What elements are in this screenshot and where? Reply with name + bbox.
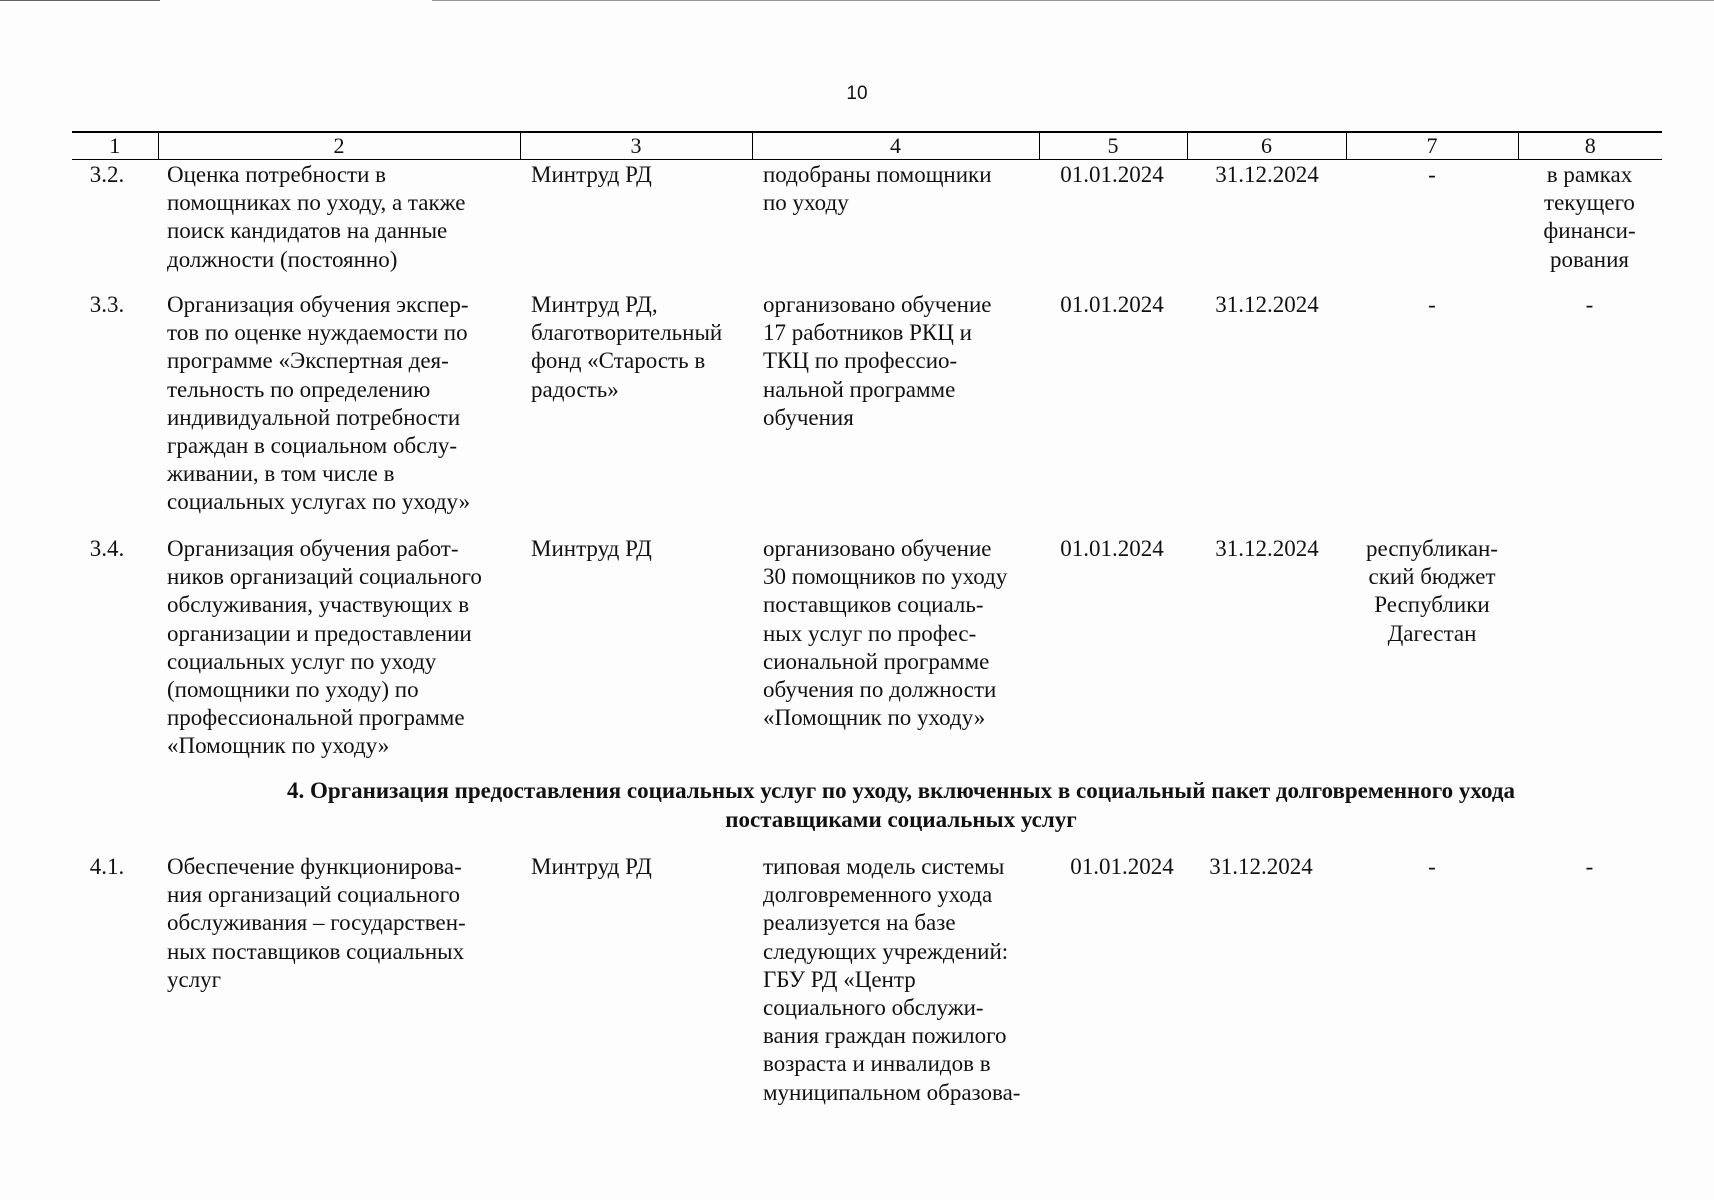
scan-edge-mark — [0, 0, 160, 1]
start-date: 01.01.2024 — [1060, 536, 1164, 561]
header-row — [72, 132, 1662, 160]
activity-description: Обеспечение функционирова- ния организаций социального обслуживания – государствен- ных поставщиков социальных услуг — [167, 854, 466, 992]
funding-source: - — [1428, 854, 1436, 879]
scan-edge-mark — [432, 0, 1714, 1]
start-date: 01.01.2024 — [1060, 162, 1164, 187]
activity-description: Оценка потребности в помощниках по уходу, а также поиск кандидатов на данные должности (постоянно) — [167, 162, 466, 272]
end-date: 31.12.2024 — [1209, 854, 1313, 879]
activity-description: Организация обучения экспер- тов по оценке нуждаемости по программе «Экспертная дея- тельность по определению индивидуальной потребности граждан в социальном обслу- живании, в том числе в социальных услугах по уходу» — [167, 292, 471, 515]
executor: Минтруд РД — [531, 162, 652, 187]
financing-volume: - — [1585, 854, 1594, 879]
column-number: 3 — [520, 132, 752, 160]
funding-source: республикан- ский бюджет Республики Дагестан — [1366, 536, 1498, 646]
funding-source: - — [1428, 162, 1436, 187]
executor: Минтруд РД, благотворительный фонд «Старость в радость» — [531, 292, 723, 402]
end-date: 31.12.2024 — [1215, 162, 1319, 187]
row-number: 3.4. — [89, 536, 125, 561]
row-number: 3.3. — [89, 292, 125, 317]
end-date: 31.12.2024 — [1215, 536, 1319, 561]
activity-description: Организация обучения работ- ников организаций социального обслуживания, участвующих в организации и предоставлении социальных услуг по уходу (помощники по уходу) по профессиональной программе «Помощник по уходу» — [167, 536, 482, 759]
start-date: 01.01.2024 — [1070, 854, 1174, 879]
executor: Минтруд РД — [531, 536, 652, 561]
page-number: 10 — [846, 83, 868, 104]
column-number: 5 — [1039, 132, 1187, 160]
expected-result: типовая модель системы долговременного ухода реализуется на базе следующих учреждений: ГБУ РД «Центр социального обслужи- вания граждан пожилого возраста и инвалидов в муниципальном образова- — [763, 854, 1021, 1105]
financing-volume: - — [1585, 292, 1594, 317]
executor: Минтруд РД — [531, 854, 652, 879]
column-number: 7 — [1346, 132, 1518, 160]
expected-result: подобраны помощники по уходу — [763, 162, 992, 216]
expected-result: организовано обучение 30 помощников по уходу поставщиков социаль- ных услуг по профес- сиональной программе обучения по должности «Помощник по уходу» — [763, 536, 1008, 731]
column-number: 4 — [752, 132, 1039, 160]
financing-volume: в рамках текущего финанси- рования — [1543, 162, 1636, 272]
row-number: 4.1. — [89, 854, 125, 879]
funding-source: - — [1428, 292, 1436, 317]
column-number: 1 — [72, 132, 158, 160]
row-number: 3.2. — [89, 162, 125, 187]
end-date: 31.12.2024 — [1215, 292, 1319, 317]
section-heading: 4. Организация предоставления социальных услуг по уходу, включенных в социальный пакет долговременного ухода поставщиками социальных услуг — [287, 778, 1515, 832]
start-date: 01.01.2024 — [1060, 292, 1164, 317]
column-number: 8 — [1518, 132, 1662, 160]
column-number-header — [72, 131, 1662, 160]
column-number: 6 — [1187, 132, 1346, 160]
expected-result: организовано обучение 17 работников РКЦ и ТКЦ по профессио- нальной программе обучения — [763, 292, 992, 430]
column-number: 2 — [158, 132, 520, 160]
